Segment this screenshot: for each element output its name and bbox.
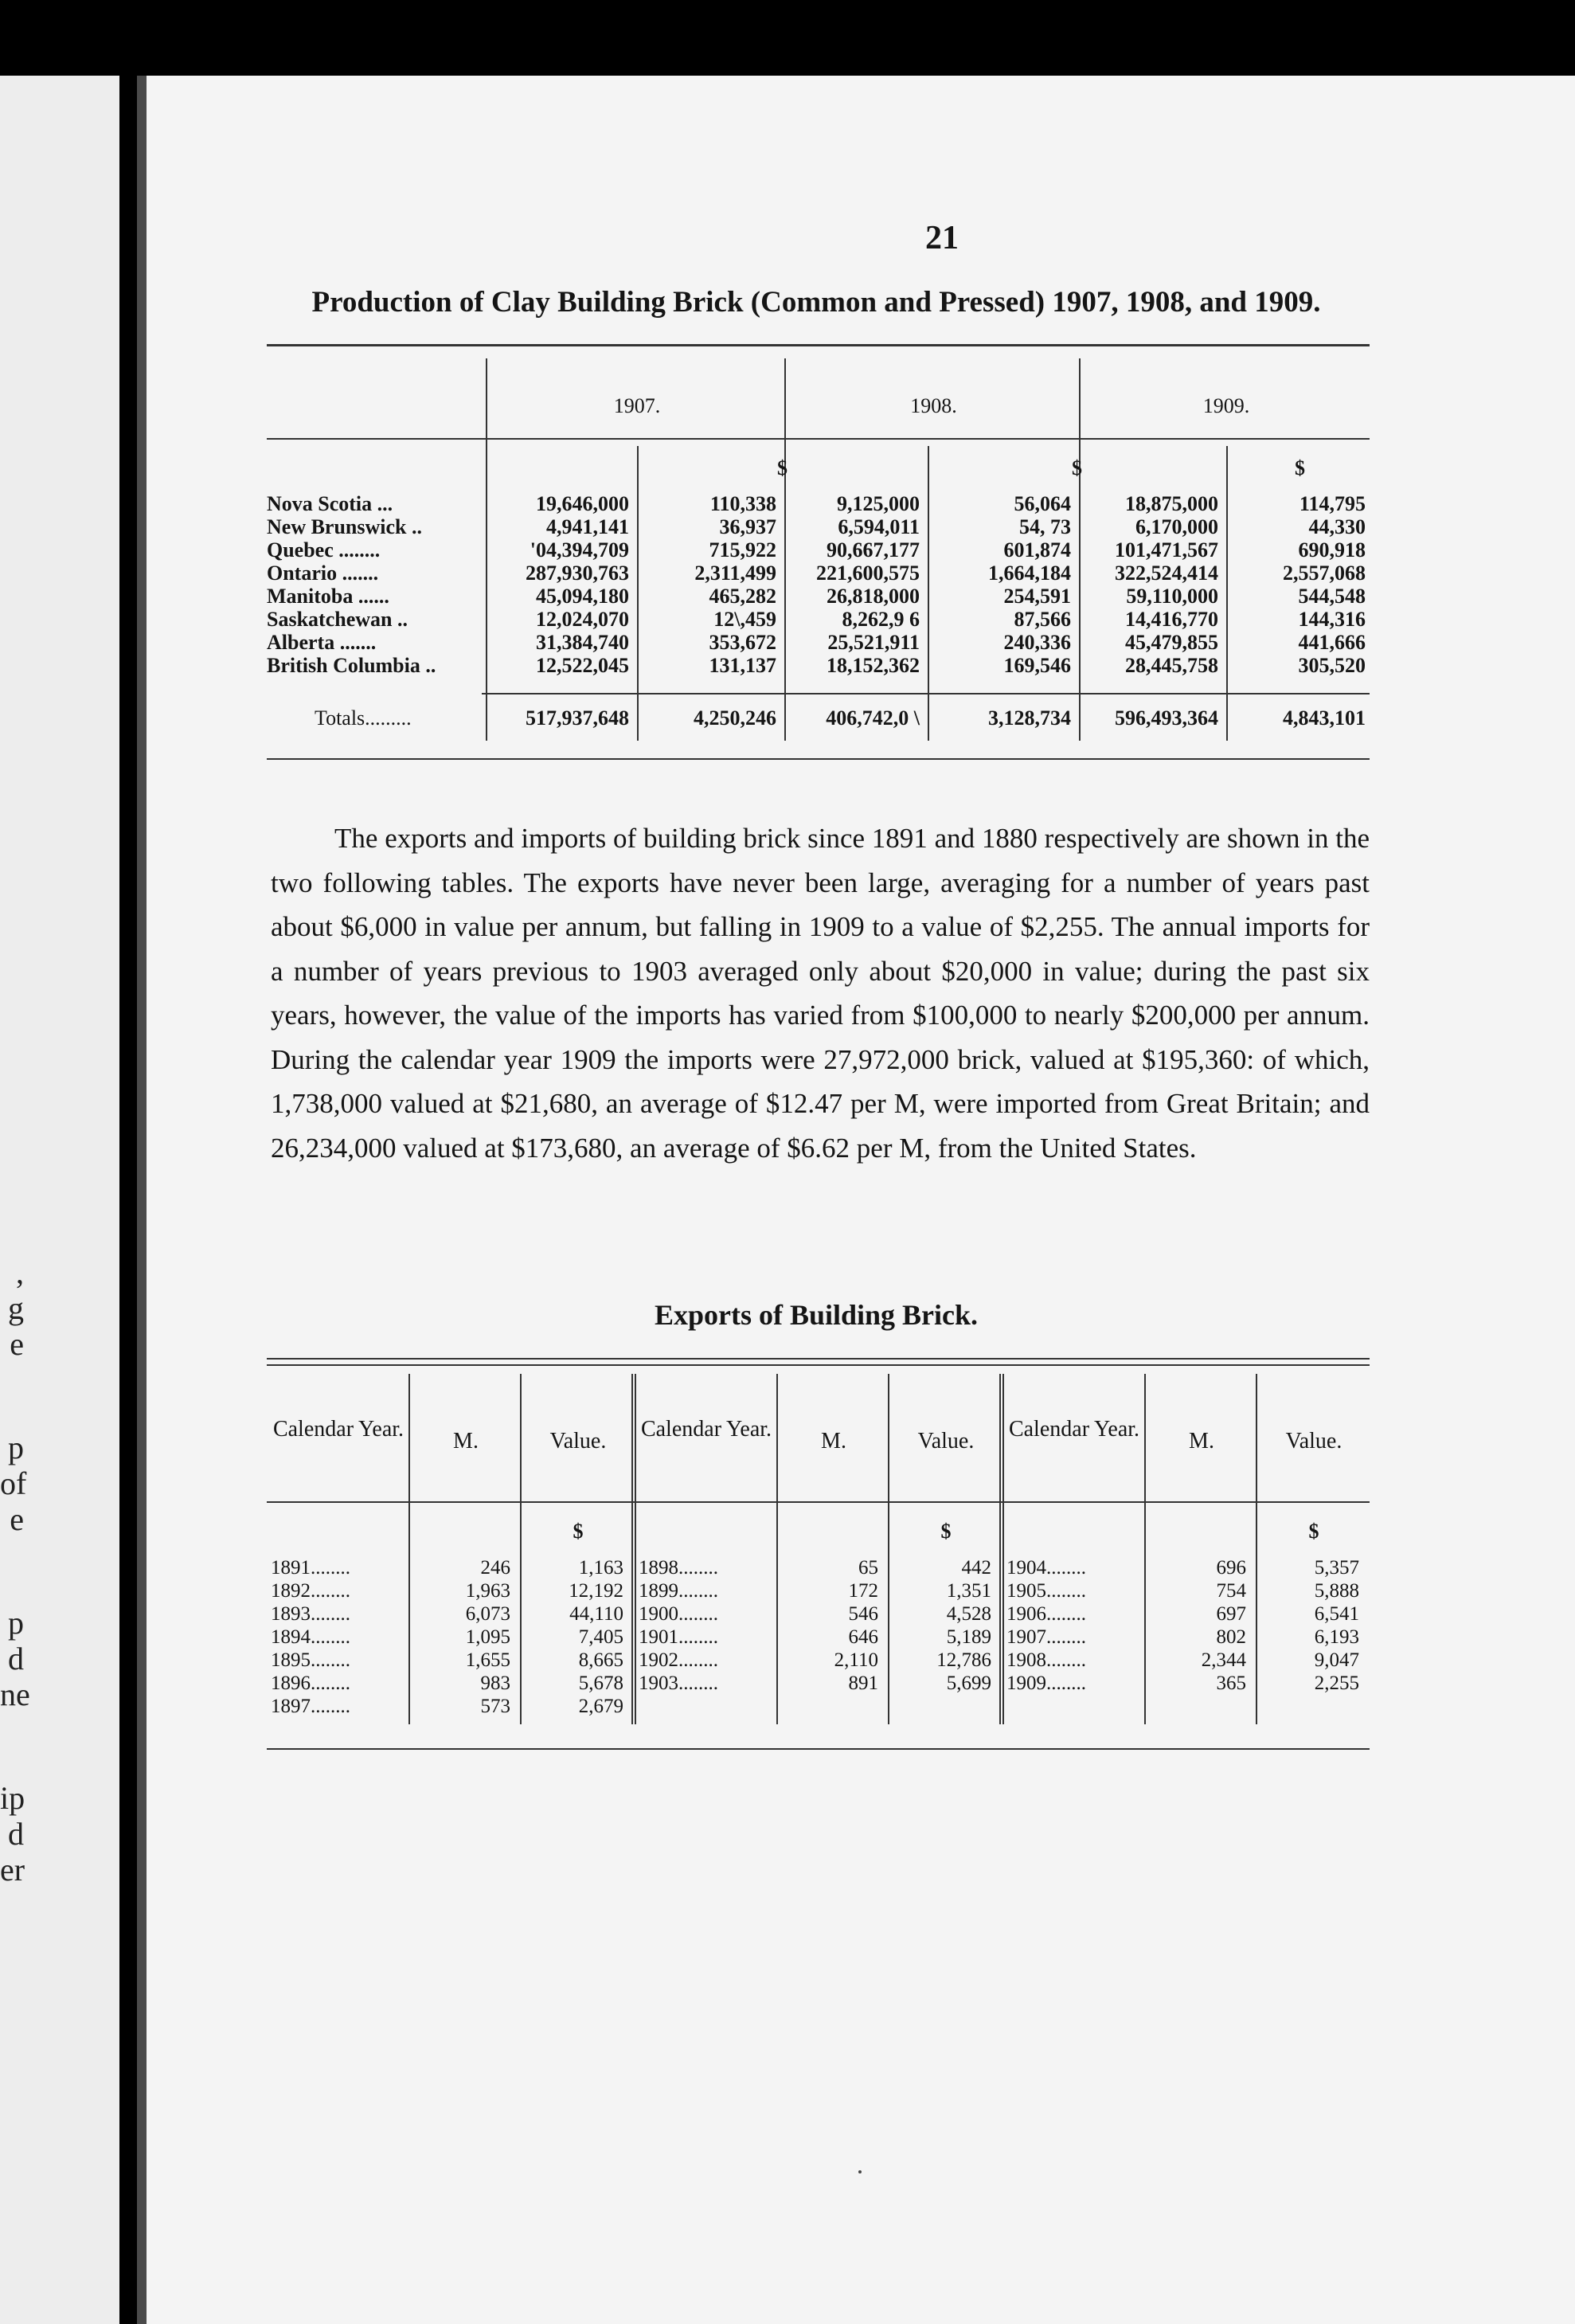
value-cell: 1,163 [578, 1557, 623, 1579]
value-cell: 5,678 [578, 1673, 623, 1694]
header-rule [267, 438, 1370, 440]
production-cell: '04,394,709 [530, 538, 629, 561]
m-cell: 2,344 [1201, 1649, 1246, 1671]
margin-text-fragment: , [16, 1254, 24, 1290]
production-cell: 287,930,763 [526, 561, 629, 585]
previous-page-edge [0, 76, 119, 2324]
exports-column-divider [888, 1374, 889, 1724]
m-header: M. [1189, 1429, 1214, 1453]
province-label: Alberta ....... [267, 631, 377, 654]
production-cell: 465,282 [709, 585, 776, 608]
totals-cell: 3,128,734 [988, 706, 1071, 730]
production-cell: 19,646,000 [536, 492, 629, 515]
province-label: New Brunswick .. [267, 515, 423, 538]
value-cell: 8,665 [578, 1649, 623, 1671]
calendar-year-cell: 1893........ [271, 1603, 350, 1625]
production-cell: 28,445,758 [1125, 654, 1218, 677]
m-cell: 646 [848, 1626, 878, 1648]
m-cell: 6,073 [465, 1603, 510, 1625]
production-cell: 59,110,000 [1126, 585, 1218, 608]
calendar-year-cell: 1905........ [1006, 1580, 1086, 1602]
production-cell: 44,330 [1308, 515, 1366, 538]
production-cell: 715,922 [709, 538, 776, 561]
production-cell: 114,795 [1299, 492, 1366, 515]
calendar-year-cell: 1897........ [271, 1696, 350, 1717]
currency-header: $ [777, 456, 788, 479]
province-label: British Columbia .. [267, 654, 436, 677]
production-cell: 2,557,068 [1283, 561, 1366, 585]
exports-column-divider [1256, 1374, 1257, 1724]
m-cell: 246 [480, 1557, 510, 1579]
production-cell: 4,941,141 [546, 515, 629, 538]
production-table-title: Production of Clay Building Brick (Common and Pressed) 1907, 1908, and 1909. [311, 286, 1321, 319]
value-cell: 9,047 [1314, 1649, 1359, 1671]
page-number: 21 [925, 220, 959, 256]
production-cell: 36,937 [719, 515, 776, 538]
m-cell: 697 [1216, 1603, 1246, 1625]
production-cell: 101,471,567 [1115, 538, 1218, 561]
production-cell: 14,416,770 [1125, 608, 1218, 631]
value-cell: 12,192 [569, 1580, 623, 1602]
production-cell: 90,667,177 [827, 538, 920, 561]
production-cell: 690,918 [1298, 538, 1366, 561]
production-cell: 441,666 [1298, 631, 1366, 654]
value-cell: 44,110 [569, 1603, 623, 1625]
m-cell: 1,963 [465, 1580, 510, 1602]
province-label: Manitoba ...... [267, 585, 389, 608]
production-cell: 12,024,070 [536, 608, 629, 631]
m-cell: 546 [848, 1603, 878, 1625]
margin-text-fragment: of [0, 1465, 27, 1501]
value-cell: 5,699 [946, 1673, 991, 1694]
calendar-year-cell: 1895........ [271, 1649, 350, 1671]
totals-cell: 517,937,648 [526, 706, 629, 730]
production-cell: 240,336 [1003, 631, 1071, 654]
production-cell: 322,524,414 [1115, 561, 1218, 585]
value-cell: 442 [961, 1557, 991, 1579]
value-cell: 4,528 [946, 1603, 991, 1625]
calendar-year-cell: 1899........ [639, 1580, 718, 1602]
value-cell: 6,541 [1314, 1603, 1359, 1625]
year-header: 1907. [613, 394, 661, 417]
calendar-year-cell: 1898........ [639, 1557, 718, 1579]
year-header: 1909. [1202, 394, 1250, 417]
production-cell: 56,064 [1014, 492, 1071, 515]
value-cell: 2,679 [578, 1696, 623, 1717]
m-cell: 1,095 [465, 1626, 510, 1648]
value-cell: 5,357 [1314, 1557, 1359, 1579]
province-label: Ontario ....... [267, 561, 379, 585]
margin-text-fragment: p [8, 1605, 24, 1641]
calendar-year-header: Calendar Year. [640, 1417, 772, 1442]
value-cell: 12,786 [936, 1649, 991, 1671]
province-label: Nova Scotia ... [267, 492, 393, 515]
calendar-year-cell: 1906........ [1006, 1603, 1086, 1625]
calendar-year-cell: 1891........ [271, 1557, 350, 1579]
calendar-year-cell: 1904........ [1006, 1557, 1086, 1579]
production-cell: 144,316 [1298, 608, 1366, 631]
m-cell: 696 [1216, 1557, 1246, 1579]
margin-text-fragment: p [8, 1430, 24, 1465]
exports-table-title: Exports of Building Brick. [654, 1299, 979, 1331]
province-label: Saskatchewan .. [267, 608, 408, 631]
calendar-year-cell: 1892........ [271, 1580, 350, 1602]
production-cell: 305,520 [1298, 654, 1366, 677]
calendar-year-cell: 1909........ [1006, 1673, 1086, 1694]
production-cell: 221,600,575 [816, 561, 920, 585]
totals-cell: 596,493,364 [1115, 706, 1218, 730]
production-cell: 87,566 [1014, 608, 1071, 631]
calendar-year-cell: 1901........ [639, 1626, 718, 1648]
production-cell: 25,521,911 [827, 631, 920, 654]
margin-text-fragment: er [0, 1852, 25, 1888]
value-cell: 7,405 [578, 1626, 623, 1648]
value-cell: 5,888 [1314, 1580, 1359, 1602]
currency-header: $ [1072, 456, 1082, 479]
value-cell: 2,255 [1314, 1673, 1359, 1694]
m-cell: 891 [848, 1673, 878, 1694]
value-cell: 6,193 [1314, 1626, 1359, 1648]
calendar-year-cell: 1903........ [639, 1673, 718, 1694]
m-cell: 983 [480, 1673, 510, 1694]
m-cell: 754 [1216, 1580, 1246, 1602]
m-cell: 65 [858, 1557, 878, 1579]
exports-top-rule [267, 1358, 1370, 1360]
value-cell: 5,189 [946, 1626, 991, 1648]
calendar-year-cell: 1894........ [271, 1626, 350, 1648]
calendar-year-header: Calendar Year. [1008, 1417, 1140, 1442]
calendar-year-cell: 1900........ [639, 1603, 718, 1625]
m-cell: 802 [1216, 1626, 1246, 1648]
production-cell: 45,479,855 [1125, 631, 1218, 654]
production-cell: 9,125,000 [837, 492, 920, 515]
production-cell: 26,818,000 [827, 585, 920, 608]
production-cell: 31,384,740 [536, 631, 629, 654]
m-cell: 365 [1216, 1673, 1246, 1694]
margin-text-fragment: ne [0, 1676, 30, 1712]
value-header: Value. [917, 1429, 975, 1453]
value-header: Value. [1285, 1429, 1342, 1453]
exports-group-divider [999, 1374, 1001, 1724]
production-cell: 12\,459 [713, 608, 776, 631]
year-header: 1908. [910, 394, 957, 417]
production-cell: 353,672 [709, 631, 776, 654]
title-underline [267, 344, 1370, 346]
table-bottom-rule [267, 758, 1370, 760]
margin-text-fragment: g [8, 1290, 24, 1326]
production-cell: 601,874 [1003, 538, 1071, 561]
production-cell: 1,664,184 [988, 561, 1071, 585]
margin-text-fragment: d [8, 1816, 24, 1852]
currency-header: $ [1308, 1520, 1319, 1543]
exports-group-divider [631, 1374, 633, 1724]
calendar-year-header: Calendar Year. [272, 1417, 404, 1442]
value-cell: 1,351 [946, 1580, 991, 1602]
m-cell: 1,655 [465, 1649, 510, 1671]
exports-top-rule-2 [267, 1364, 1370, 1366]
value-header: Value. [549, 1429, 607, 1453]
margin-text-fragment: d [8, 1641, 24, 1676]
production-cell: 18,875,000 [1125, 492, 1218, 515]
margin-text-fragment: e [10, 1501, 24, 1537]
m-header: M. [453, 1429, 479, 1453]
calendar-year-cell: 1896........ [271, 1673, 350, 1694]
production-cell: 6,170,000 [1135, 515, 1218, 538]
exports-header-rule [267, 1501, 1370, 1503]
calendar-year-cell: 1908........ [1006, 1649, 1086, 1671]
totals-cell: 4,250,246 [694, 706, 776, 730]
production-cell: 131,137 [709, 654, 776, 677]
m-cell: 573 [480, 1696, 510, 1717]
paper-speck [858, 2170, 862, 2173]
production-cell: 254,591 [1003, 585, 1071, 608]
m-cell: 2,110 [834, 1649, 878, 1671]
body-paragraph: The exports and imports of building brick since 1891 and 1880 respectively are shown in the two following tables. The exports have never been large, averaging for a number of years past about $6,000 in value per annum, but falling in 1909 to a value of $2,255. The annual imports for a number of years previous to 1903 averaged only about $20,000 in value; during the past six years, however, the value of the imports has varied from $100,000 to nearly $200,000 per annum. During the calendar year 1909 the imports were 27,972,000 brick, valued at $195,360: of which, 1,738,000 valued at $21,680, an average of $12.47 per M, were imported from Great Britain; and 26,234,000 valued at $173,680, an average of $6.62 per M, from the United States. [271, 823, 1370, 1164]
exports-column-divider [520, 1374, 522, 1724]
production-cell: 2,311,499 [694, 561, 776, 585]
calendar-year-cell: 1902........ [639, 1649, 718, 1671]
margin-text-fragment: ip [0, 1780, 25, 1816]
production-cell: 8,262,9 6 [842, 608, 920, 631]
margin-text-fragment: e [10, 1326, 24, 1362]
production-cell: 110,338 [709, 492, 776, 515]
currency-header: $ [1295, 456, 1305, 479]
totals-label: Totals......... [315, 706, 412, 730]
province-label: Quebec ........ [267, 538, 381, 561]
totals-rule [482, 693, 1370, 694]
exports-bottom-rule [267, 1748, 1370, 1750]
totals-cell: 4,843,101 [1283, 706, 1366, 730]
production-cell: 544,548 [1298, 585, 1366, 608]
production-cell: 54, 73 [1019, 515, 1071, 538]
totals-cell: 406,742,0 \ [826, 706, 920, 730]
production-cell: 18,152,362 [827, 654, 920, 677]
production-cell: 6,594,011 [838, 515, 920, 538]
m-cell: 172 [848, 1580, 878, 1602]
production-cell: 45,094,180 [536, 585, 629, 608]
m-header: M. [821, 1429, 846, 1453]
production-cell: 169,546 [1003, 654, 1071, 677]
production-cell: 12,522,045 [536, 654, 629, 677]
currency-header: $ [940, 1520, 952, 1543]
calendar-year-cell: 1907........ [1006, 1626, 1086, 1648]
currency-header: $ [573, 1520, 584, 1543]
